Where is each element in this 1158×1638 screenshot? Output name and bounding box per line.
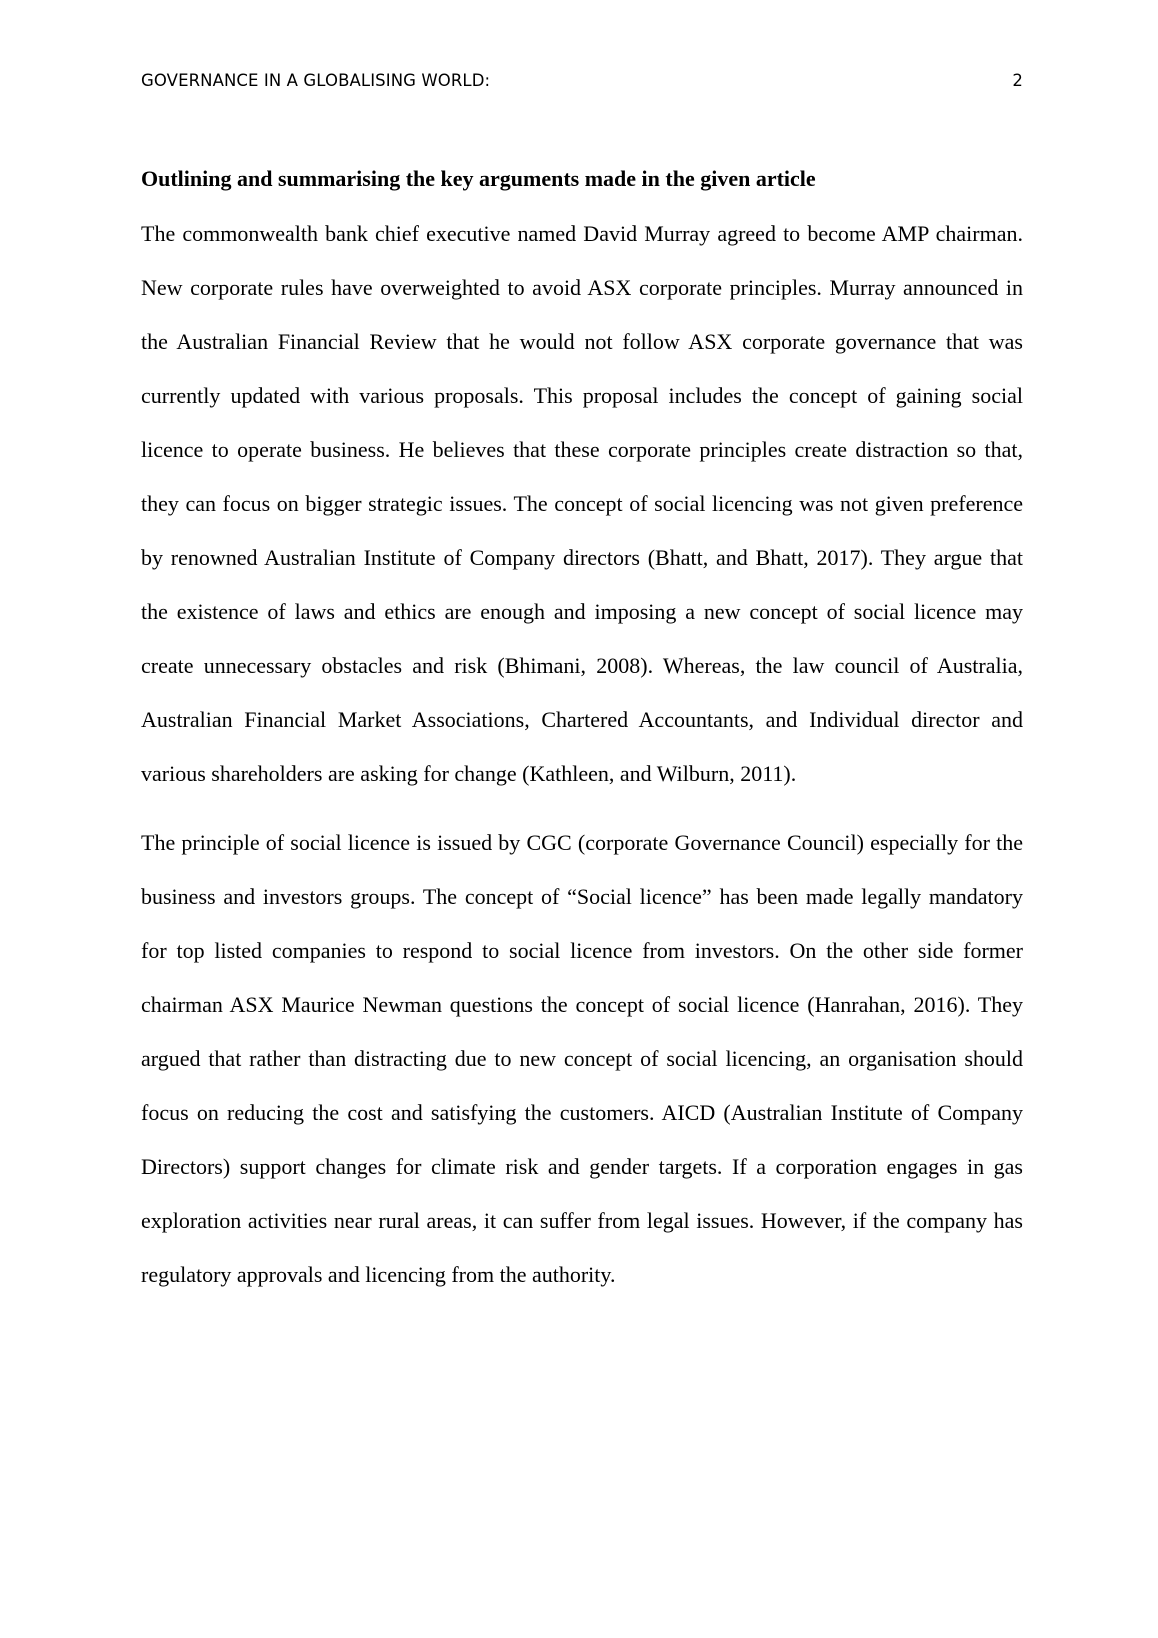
page-number: 2 [1012, 71, 1023, 90]
paragraph-2: The principle of social licence is issued by CGC (corporate Governance Council) especially for the business and investors groups. The concept of “Social licence” has been made legally mandatory for top listed companies to respond to social licence from investors. On the other side former chairman ASX Maurice Newman questions the concept of social licence (Hanrahan, 2016). They argued that rather than distracting due to new concept of social licencing, an organisation should focus on reducing the cost and satisfying the customers. AICD (Australian Institute of Company Directors) support changes for climate risk and gender targets. If a corporation engages in gas exploration activities near rural areas, it can suffer from legal issues. However, if the company has regulatory approvals and licencing from the authority. [141, 830, 1023, 1287]
paragraph-1: The commonwealth bank chief executive named David Murray agreed to become AMP chairman. New corporate rules have overweighted to avoid ASX corporate principles. Murray announced in the Australian Financial Review that he would not follow ASX corporate governance that was currently updated with various proposals. This proposal includes the concept of gaining social licence to operate business. He believes that these corporate principles create distraction so that, they can focus on bigger strategic issues. The concept of social licencing was not given preference by renowned Australian Institute of Company directors (Bhatt, and Bhatt, 2017). They argue that the existence of laws and ethics are enough and imposing a new concept of social licence may create unnecessary obstacles and risk (Bhimani, 2008). Whereas, the law council of Australia, Australian Financial Market Associations, Chartered Accountants, and Individual director and various shareholders are asking for change (Kathleen, and Wilburn, 2011). [141, 221, 1023, 786]
section-heading: Outlining and summarising the key arguments made in the given article [141, 166, 816, 191]
running-header [141, 71, 1023, 95]
running-head-title: GOVERNANCE IN A GLOBALISING WORLD: [141, 71, 491, 90]
body-content [141, 163, 1023, 1302]
